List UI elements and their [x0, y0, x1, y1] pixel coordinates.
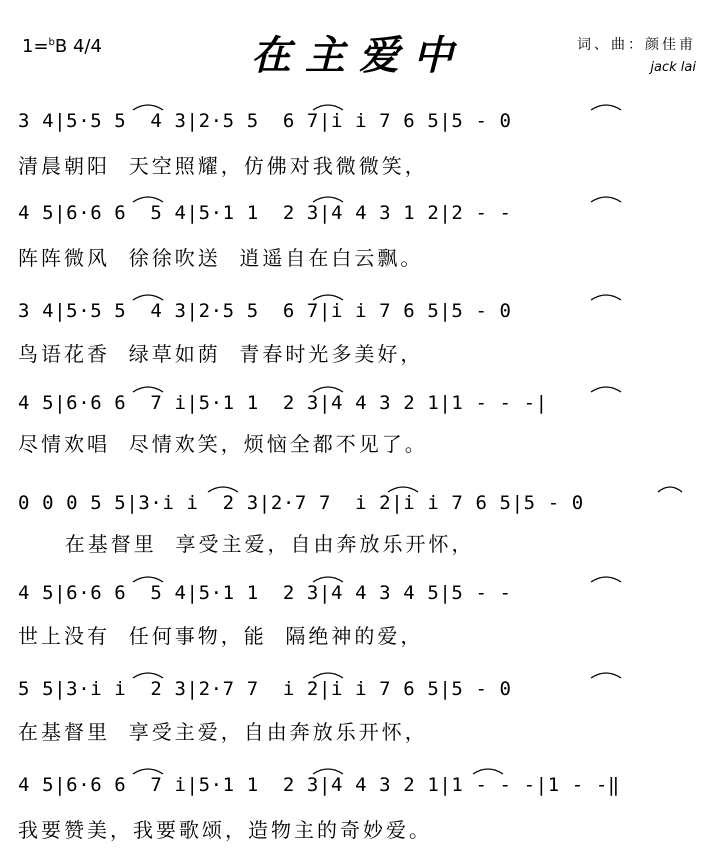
music-line-5 [18, 480, 703, 520]
lyrics-line-6: 世上没有 任何事物，能 隔绝神的爱， [18, 624, 424, 648]
song-title: 在主爱中 [251, 32, 467, 79]
lyrics-line-1: 清晨朝阳 天空照耀，仿佛对我微微笑， [18, 154, 428, 178]
lyrics-line-7: 在基督里 享受主爱，自由奔放乐开怀， [18, 720, 428, 744]
notes-line-4: 4 5|6·6 6 7 i|5·1 1 2 3|4 4 3 2 1|1 - - -| [18, 392, 548, 414]
notes-line-8: 4 5|6·6 6 7 i|5·1 1 2 3|4 4 3 2 1|1 - - -|1 - -‖ [18, 774, 620, 796]
music-line-8 [18, 762, 703, 802]
flat-sign: b [48, 37, 55, 48]
author-name: jack lai [650, 60, 696, 75]
notes-line-3: 3 4|5·5 5 4 3|2·5 5 6 7|i i 7 6 5|5 - 0 [18, 300, 512, 322]
notes-line-6: 4 5|6·6 6 5 4|5·1 1 2 3|4 4 3 4 5|5 - - [18, 582, 512, 604]
music-line-2 [18, 190, 703, 230]
lyrics-line-8: 我要赞美，我要歌颂，造物主的奇妙爱。 [18, 818, 432, 842]
music-line-7 [18, 666, 703, 706]
music-line-3 [18, 288, 703, 328]
lyrics-line-3: 鸟语花香 绿草如荫 青春时光多美好， [18, 342, 424, 366]
notes-line-7: 5 5|3·i i 2 3|2·7 7 i 2|i i 7 6 5|5 - 0 [18, 678, 512, 700]
notes-line-1: 3 4|5·5 5 4 3|2·5 5 6 7|i i 7 6 5|5 - 0 [18, 110, 512, 132]
notes-line-2: 4 5|6·6 6 5 4|5·1 1 2 3|4 4 3 1 2|2 - - [18, 202, 512, 224]
music-line-4 [18, 380, 703, 420]
lyrics-line-2: 阵阵微风 徐徐吹送 逍遥自在白云飘。 [18, 246, 424, 270]
lyricist-composer: 词、曲：颜佳甫 [577, 37, 696, 53]
music-line-1 [18, 98, 703, 138]
lyrics-line-4: 尽情欢唱 尽情欢笑，烦恼全都不见了。 [18, 432, 428, 456]
key-signature: 1=$^b$B 4/4 [22, 36, 102, 57]
music-line-6 [18, 570, 703, 610]
lyrics-line-5: 在基督里 享受主爱，自由奔放乐开怀， [18, 532, 475, 556]
notes-line-5: 0 0 0 5 5|3·i i 2 3|2·7 7 i 2|i i 7 6 5|5 - 0 [18, 492, 584, 514]
